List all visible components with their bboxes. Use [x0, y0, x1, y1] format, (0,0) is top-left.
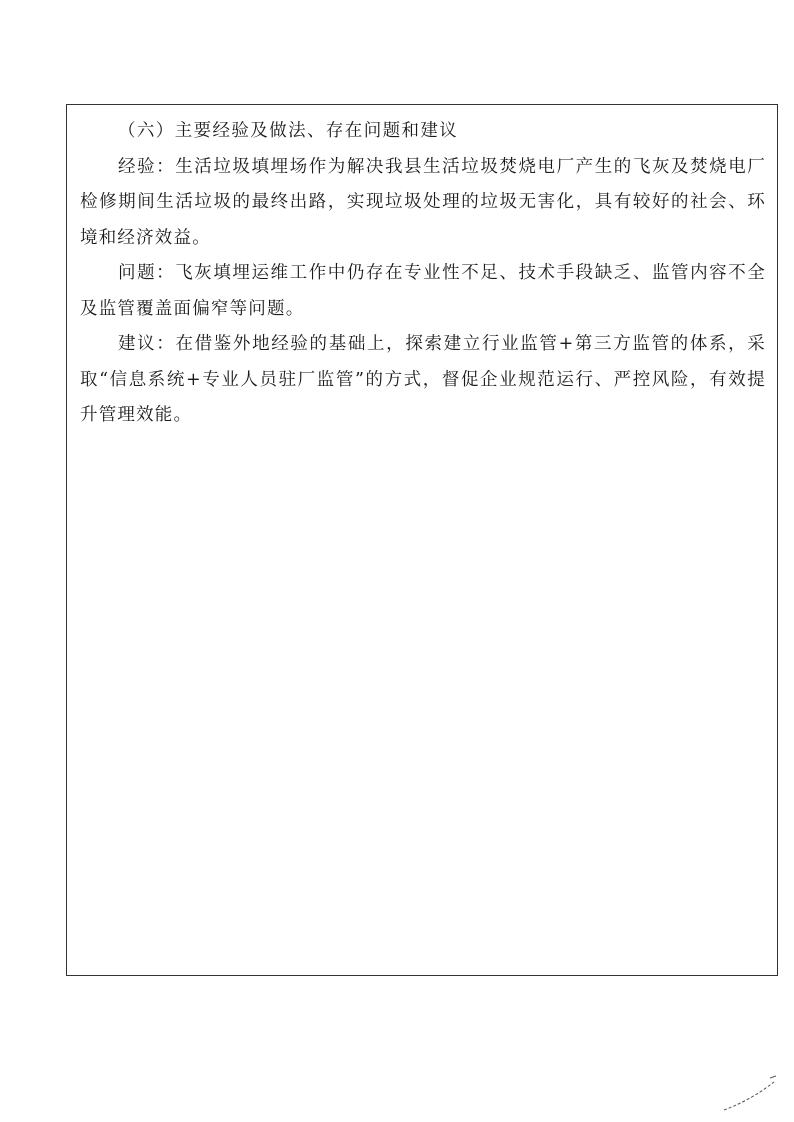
experience-paragraph: 经验：生活垃圾填埋场作为解决我县生活垃圾焚烧电厂产生的飞灰及焚烧电厂检修期间生活垃圾的最终出路，实现垃圾处理的垃圾无害化，具有较好的社会、环境和经济效益。 [80, 156, 766, 248]
problems-paragraph: 问题：飞灰填埋运维工作中仍存在专业性不足、技术手段缺乏、监管内容不全及监管覆盖面偏窄等问题。 [80, 263, 766, 319]
pen-stroke-mark [722, 1074, 780, 1114]
suggestions-paragraph: 建议：在借鉴外地经验的基础上，探索建立行业监管+第三方监管的体系，采取“信息系统+专业人员驻厂监管”的方式，督促企业规范运行、严控风险，有效提升管理效能。 [80, 334, 766, 425]
section-heading: （六）主要经验及做法、存在问题和建议 [118, 121, 459, 141]
document-content [80, 114, 766, 434]
